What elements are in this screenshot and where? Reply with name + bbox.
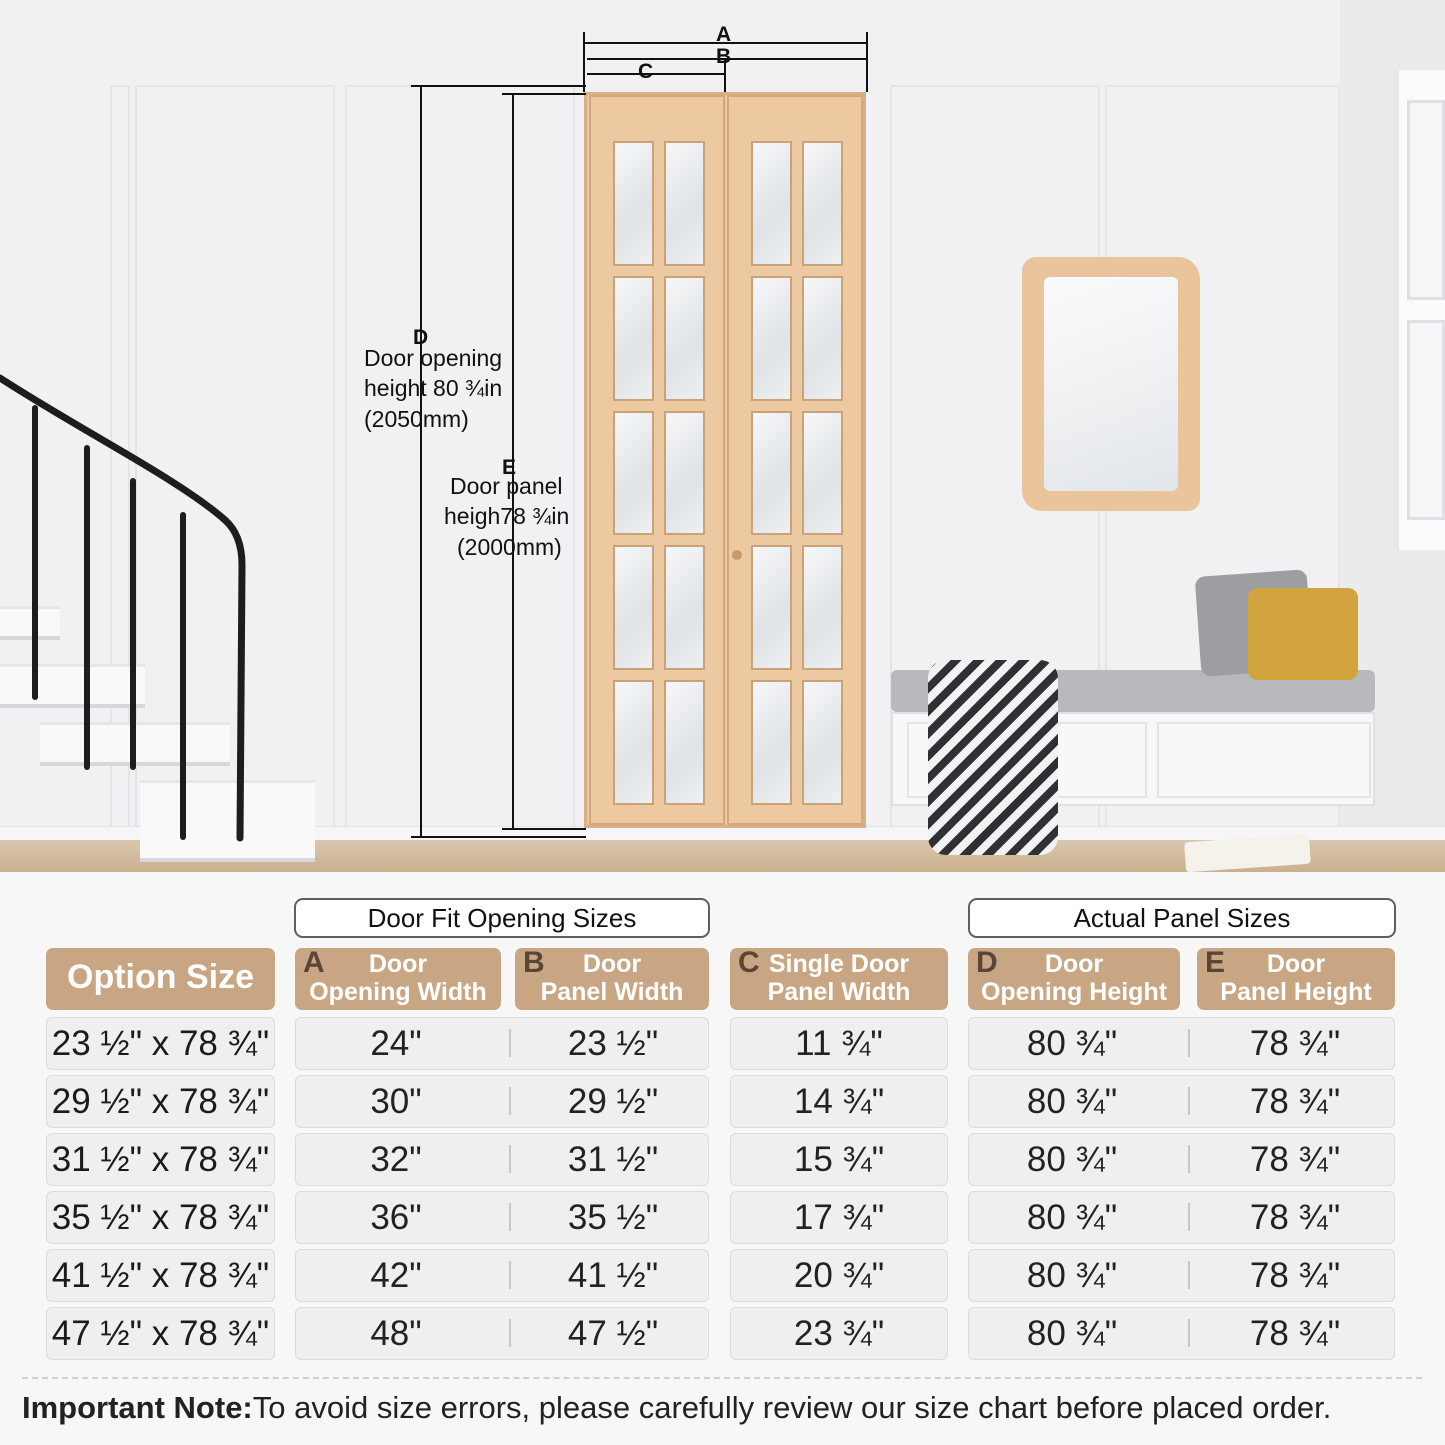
dim-d-label-2: height 80 ¾in <box>364 375 503 401</box>
value-b: 31 ½" <box>567 1140 659 1179</box>
window <box>1393 70 1445 550</box>
note-text: To avoid size errors, please carefully review our size chart before placed order. <box>252 1390 1332 1425</box>
wall-molding <box>345 85 575 845</box>
value-c: 17 ¾" <box>793 1198 885 1237</box>
wood-frame-mirror <box>1022 257 1200 511</box>
value-a: 24" <box>370 1024 422 1063</box>
dim-tick <box>583 32 585 92</box>
baluster <box>180 512 186 840</box>
option-size-value: 47 ½" x 78 ¾" <box>51 1314 270 1353</box>
value-b: 29 ½" <box>567 1082 659 1121</box>
cell-divider <box>1188 1029 1190 1057</box>
table-row-option <box>46 1191 275 1244</box>
table-row-single <box>730 1017 948 1070</box>
group-door-fit-opening-sizes: Door Fit Opening Sizes <box>294 898 710 938</box>
col-letter: C <box>738 946 760 979</box>
table-row-actual <box>968 1075 1395 1128</box>
cell-divider <box>1188 1203 1190 1231</box>
dim-e-label-3: (2000mm) <box>457 534 562 560</box>
dim-letter-b: B <box>716 45 732 68</box>
dim-d-label-1: Door opening <box>364 345 503 371</box>
col-line1: Door <box>368 950 428 978</box>
value-c: 11 ¾" <box>795 1024 883 1063</box>
value-a: 32" <box>370 1140 422 1179</box>
group-actual-panel-sizes: Actual Panel Sizes <box>968 898 1396 938</box>
col-header-b <box>515 948 709 1010</box>
col-letter: D <box>976 946 998 979</box>
french-bifold-door <box>584 92 866 828</box>
mustard-pillow <box>1248 588 1358 680</box>
value-b: 23 ½" <box>567 1024 659 1063</box>
table-row-fit <box>295 1249 709 1302</box>
table-row-fit <box>295 1075 709 1128</box>
value-e: 78 ¾" <box>1249 1198 1341 1237</box>
dim-e-label-2: heigh78 ¾in <box>444 503 570 529</box>
door-leaf-left <box>589 95 725 825</box>
value-b: 41 ½" <box>567 1256 659 1295</box>
value-b: 35 ½" <box>567 1198 659 1237</box>
table-row-actual <box>968 1017 1395 1070</box>
dim-letter-a: A <box>716 23 732 46</box>
col-line1: Door <box>1266 950 1326 978</box>
option-size-value: 35 ½" x 78 ¾" <box>51 1198 270 1237</box>
value-d: 80 ¾" <box>1026 1082 1118 1121</box>
baluster <box>84 445 90 770</box>
value-c: 15 ¾" <box>793 1140 885 1179</box>
dim-line-c <box>587 73 725 75</box>
value-b: 47 ½" <box>567 1314 659 1353</box>
window-pane <box>1407 320 1445 520</box>
cell-divider <box>1188 1087 1190 1115</box>
table-row-single <box>730 1133 948 1186</box>
col-header-d <box>968 948 1180 1010</box>
important-note <box>22 1386 1432 1430</box>
table-row-single <box>730 1307 948 1360</box>
col-letter: B <box>523 946 545 979</box>
dim-letter-d: D <box>413 326 429 349</box>
value-e: 78 ¾" <box>1249 1024 1341 1063</box>
door-leaf-right <box>727 95 863 825</box>
dim-letter-c: C <box>638 60 654 83</box>
chevron-throw-blanket <box>928 660 1058 855</box>
option-size-value: 41 ½" x 78 ¾" <box>51 1256 270 1295</box>
col-line1: Door <box>1044 950 1104 978</box>
dim-d-label-3: (2050mm) <box>364 406 469 432</box>
option-size-value: 23 ½" x 78 ¾" <box>51 1024 270 1063</box>
dim-e-label-1: Door panel <box>450 473 563 499</box>
table-row-single <box>730 1075 948 1128</box>
dim-tick <box>411 85 586 87</box>
col-header-c <box>730 948 948 1010</box>
option-size-value: 29 ½" x 78 ¾" <box>51 1082 270 1121</box>
table-row-actual <box>968 1249 1395 1302</box>
cell-divider <box>509 1261 511 1289</box>
divider <box>22 1377 1422 1379</box>
col-line2: Opening Height <box>980 978 1168 1006</box>
value-d: 80 ¾" <box>1026 1140 1118 1179</box>
window-pane <box>1407 100 1445 300</box>
dim-tick <box>866 32 868 92</box>
table-row-option <box>46 1249 275 1302</box>
option-size-header: Option Size <box>46 948 275 1010</box>
value-a: 30" <box>370 1082 422 1121</box>
table-row-actual <box>968 1191 1395 1244</box>
table-row-actual <box>968 1133 1395 1186</box>
value-d: 80 ¾" <box>1026 1314 1118 1353</box>
table-row-option <box>46 1017 275 1070</box>
table-row-option <box>46 1075 275 1128</box>
col-line2: Opening Width <box>309 978 487 1006</box>
cell-divider <box>509 1319 511 1347</box>
col-letter: E <box>1205 946 1226 979</box>
value-a: 36" <box>370 1198 422 1237</box>
col-letter: A <box>303 946 325 979</box>
note-label: Important Note: <box>22 1390 253 1425</box>
table-row-fit <box>295 1307 709 1360</box>
value-d: 80 ¾" <box>1026 1024 1118 1063</box>
col-line2: Panel Height <box>1220 978 1372 1006</box>
col-line1: Single Door <box>768 950 910 978</box>
cell-divider <box>509 1029 511 1057</box>
value-d: 80 ¾" <box>1026 1198 1118 1237</box>
table-row-fit <box>295 1191 709 1244</box>
table-row-fit <box>295 1133 709 1186</box>
cell-divider <box>1188 1145 1190 1173</box>
dim-tick <box>502 828 586 830</box>
table-row-single <box>730 1191 948 1244</box>
col-line2: Panel Width <box>540 978 684 1006</box>
table-row-actual <box>968 1307 1395 1360</box>
cell-divider <box>509 1145 511 1173</box>
table-row-option <box>46 1133 275 1186</box>
value-e: 78 ¾" <box>1249 1256 1341 1295</box>
table-row-option <box>46 1307 275 1360</box>
dim-tick <box>502 93 586 95</box>
cell-divider <box>1188 1261 1190 1289</box>
value-e: 78 ¾" <box>1249 1140 1341 1179</box>
cell-divider <box>1188 1319 1190 1347</box>
table-row-fit <box>295 1017 709 1070</box>
col-line1: Door <box>582 950 642 978</box>
col-line2: Panel Width <box>767 978 911 1006</box>
baluster <box>32 405 38 700</box>
value-e: 78 ¾" <box>1249 1314 1341 1353</box>
table-row-single <box>730 1249 948 1302</box>
value-c: 23 ¾" <box>793 1314 885 1353</box>
value-c: 14 ¾" <box>793 1082 885 1121</box>
dim-letter-e: E <box>502 456 517 479</box>
baluster <box>130 478 136 770</box>
value-e: 78 ¾" <box>1249 1082 1341 1121</box>
value-c: 20 ¾" <box>793 1256 885 1295</box>
cell-divider <box>509 1087 511 1115</box>
value-a: 48" <box>370 1314 422 1353</box>
value-a: 42" <box>370 1256 422 1295</box>
dim-line-d <box>420 85 422 837</box>
option-size-value: 31 ½" x 78 ¾" <box>51 1140 270 1179</box>
door-knob <box>732 550 742 560</box>
cell-divider <box>509 1203 511 1231</box>
col-header-e <box>1197 948 1395 1010</box>
value-d: 80 ¾" <box>1026 1256 1118 1295</box>
col-header-a <box>295 948 501 1010</box>
dim-tick <box>411 836 586 838</box>
